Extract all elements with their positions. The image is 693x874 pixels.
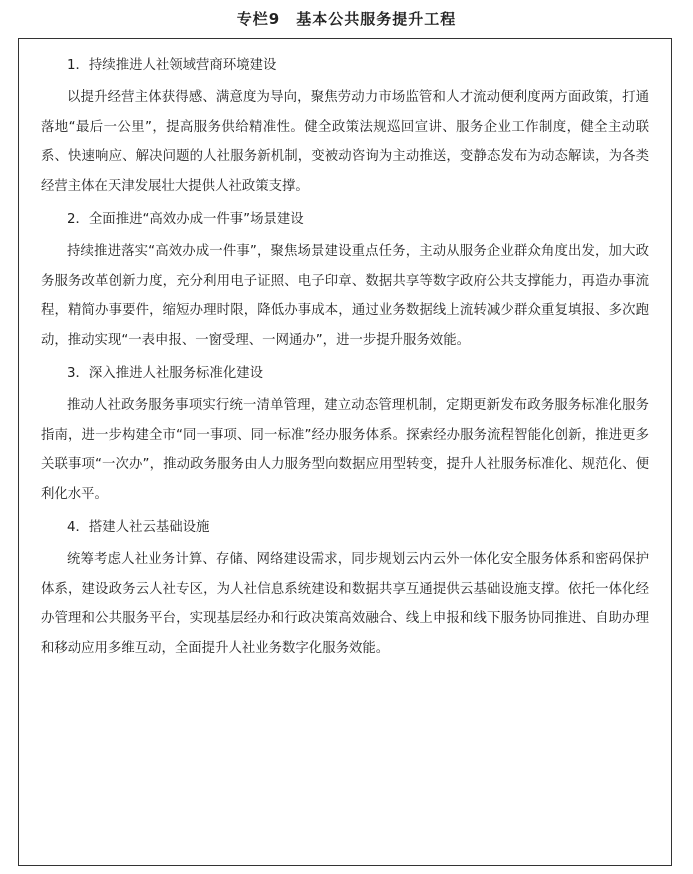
section-body-3: 推动人社政务服务事项实行统一清单管理，建立动态管理机制，定期更新发布政务服务标准化服务指南，进一步构建全市“同一事项、同一标准”经办服务体系。探索经办服务流程智能化创新，推进更多关联事项“一次办”，推动政务服务由人力服务型向数据应用型转变，提升人社服务标准化、规范化、便利化水平。 (41, 398, 649, 502)
section-heading-1: 1．持续推进人社领域营商环境建设 (67, 58, 277, 73)
section-heading-2: 2．全面推进“高效办成一件事”场景建设 (67, 212, 304, 227)
column-box (18, 38, 672, 866)
section-body-4: 统筹考虑人社业务计算、存储、网络建设需求，同步规划云内云外一体化安全服务体系和密码保护体系，建设政务云人社专区，为人社信息系统建设和数据共享互通提供云基础设施支撑。依托一体化经办管理和公共服务平台，实现基层经办和行政决策高效融合、线上申报和线下服务协同推进、自助办理和移动应用多维互动，全面提升人社业务数字化服务效能。 (41, 552, 649, 656)
section-heading-4: 4．搭建人社云基础设施 (67, 520, 210, 535)
section-heading-3: 3．深入推进人社服务标准化建设 (67, 366, 263, 381)
page-title: 专栏9 基本公共服务提升工程 (236, 10, 457, 28)
section-body-2: 持续推进落实“高效办成一件事”，聚焦场景建设重点任务，主动从服务企业群众角度出发，加大政务服务改革创新力度，充分利用电子证照、电子印章、数据共享等数字政府公共支撑能力，再造办事流程，精简办事要件，缩短办理时限，降低办事成本，通过业务数据线上流转减少群众重复填报、多次跑动，推动实现“一表申报、一窗受理、一网通办”，进一步提升服务效能。 (41, 244, 649, 348)
section-body-1: 以提升经营主体获得感、满意度为导向，聚焦劳动力市场监管和人才流动便利度两方面政策，打通落地“最后一公里”，提高服务供给精准性。健全政策法规巡回宣讲、服务企业工作制度，健全主动联系、快速响应、解决问题的人社服务新机制，变被动咨询为主动推送，变静态发布为动态解读，为各类经营主体在天津发展壮大提供人社政策支撑。 (41, 90, 649, 194)
